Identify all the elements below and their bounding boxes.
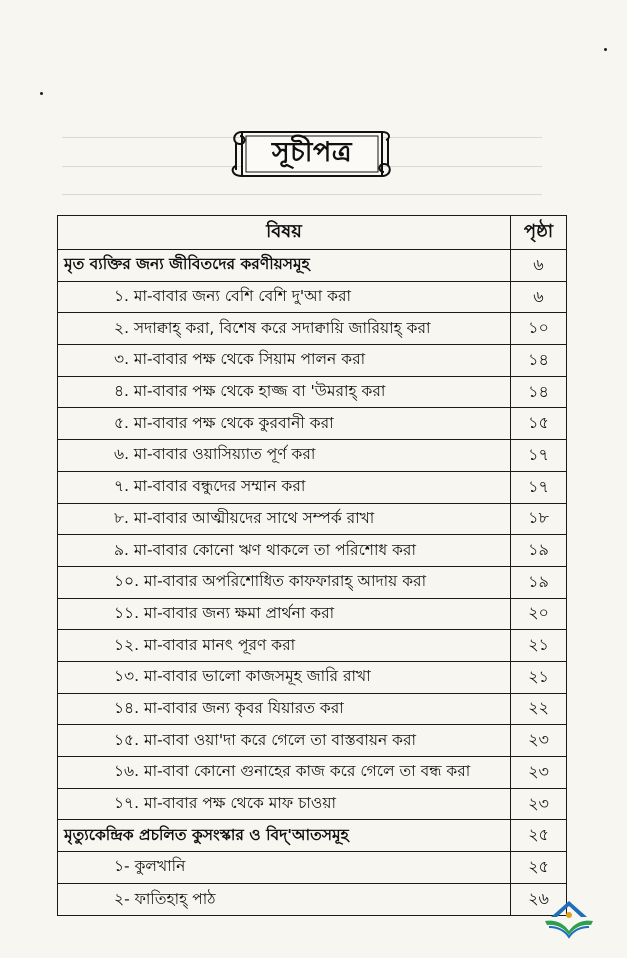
- section-row: [58, 250, 566, 282]
- page-number-cell: ১৯: [528, 540, 549, 560]
- table-row: [58, 535, 566, 567]
- table-row: [58, 852, 566, 884]
- table-row: [58, 694, 566, 726]
- table-row: [58, 440, 566, 472]
- publisher-logo: [541, 897, 597, 939]
- table-row: [58, 599, 566, 631]
- page-number-cell: ১৯: [528, 571, 549, 591]
- section-title: মৃত ব্যক্তির জন্য জীবিতদের করণীয়সমূহ: [58, 250, 511, 281]
- table-row: [58, 408, 566, 440]
- table-row: [58, 757, 566, 789]
- topic-cell: ১৩. মা-বাবার ভালো কাজসমূহ জারি রাখা: [58, 662, 511, 693]
- topic-cell: ১০. মা-বাবার অপরিশোধিত কাফফারাহ্ আদায় করা: [58, 567, 511, 598]
- topic-cell: ২. সদাক্বাহ্ করা, বিশেষ করে সদাক্বায়ি জারিয়াহ্ করা: [58, 313, 511, 344]
- topic-cell: ৩. মা-বাবার পক্ষ থেকে সিয়াম পালন করা: [58, 345, 511, 376]
- table-row: [58, 567, 566, 599]
- show-through-line: [62, 194, 542, 195]
- table-row: [58, 789, 566, 821]
- topic-cell: ৭. মা-বাবার বন্ধুদের সম্মান করা: [58, 472, 511, 503]
- page-number-cell: ২১: [528, 635, 549, 655]
- page-number-cell: ২৫: [528, 856, 549, 876]
- topic-cell: ৪. মা-বাবার পক্ষ থেকে হাজ্জ বা 'উমরাহ্ করা: [58, 377, 511, 408]
- topic-cell: ১২. মা-বাবার মানৎ পূরণ করা: [58, 630, 511, 661]
- table-row: [58, 884, 566, 916]
- table-row: [58, 282, 566, 314]
- page-number-cell: ২৩: [528, 793, 549, 813]
- table-row: [58, 662, 566, 694]
- section-row: [58, 820, 566, 852]
- topic-cell: ১৭. মা-বাবার পক্ষ থেকে মাফ চাওয়া: [58, 789, 511, 820]
- page-number-cell: ২২: [528, 698, 549, 718]
- page-number-cell: ১৪: [528, 349, 549, 369]
- page-number-cell: ২৩: [528, 730, 549, 750]
- speck: [40, 92, 43, 95]
- page-number-cell: ২৬: [528, 889, 549, 909]
- page-number-cell: ৬: [533, 254, 544, 274]
- page-number-cell: ২৫: [528, 825, 549, 845]
- table-row: [58, 472, 566, 504]
- page-number-cell: ২১: [528, 666, 549, 686]
- page-number-cell: ২০: [528, 603, 549, 623]
- table-header-row: [58, 216, 566, 250]
- table-row: [58, 725, 566, 757]
- topic-cell: ৮. মা-বাবার আত্মীয়দের সাথে সম্পর্ক রাখা: [58, 504, 511, 535]
- title-scroll-banner: [228, 124, 392, 184]
- page-number-cell: ১৫: [528, 413, 549, 433]
- topic-cell: ১- কুলখানি: [58, 852, 511, 883]
- section-title: মৃত্যুকেন্দ্রিক প্রচলিত কুসংস্কার ও বিদ্'আতসমূহ: [58, 820, 511, 851]
- topic-cell: ৫. মা-বাবার পক্ষ থেকে কুরবানী করা: [58, 408, 511, 439]
- page-number-cell: ২৩: [528, 761, 549, 781]
- table-row: [58, 377, 566, 409]
- page-number-cell: ১৭: [528, 476, 549, 496]
- topic-cell: ১৬. মা-বাবা কোনো গুনাহের কাজ করে গেলে তা বন্ধ করা: [58, 757, 511, 788]
- table-row: [58, 504, 566, 536]
- table-row: [58, 630, 566, 662]
- page-title: সূচীপত্র: [271, 136, 353, 168]
- page-column-header: পৃষ্ঠা: [523, 221, 554, 242]
- page-number-cell: ১০: [528, 318, 549, 338]
- topic-cell: ৬. মা-বাবার ওয়াসিয়্যাত পূর্ণ করা: [58, 440, 511, 471]
- contents-table: [57, 215, 567, 916]
- topic-column-header: বিষয়: [58, 216, 511, 249]
- table-row: [58, 313, 566, 345]
- topic-cell: ১১. মা-বাবার জন্য ক্ষমা প্রার্থনা করা: [58, 599, 511, 630]
- topic-cell: ৯. মা-বাবার কোনো ঋণ থাকলে তা পরিশোধ করা: [58, 535, 511, 566]
- topic-cell: ১. মা-বাবার জন্য বেশি বেশি দু'আ করা: [58, 282, 511, 313]
- page-number-cell: ৬: [533, 286, 544, 306]
- topic-cell: ১৫. মা-বাবা ওয়া'দা করে গেলে তা বাস্তবায়ন করা: [58, 725, 511, 756]
- page-number-cell: ১৭: [528, 444, 549, 464]
- page-number-cell: ১৪: [528, 381, 549, 401]
- topic-cell: ১৪. মা-বাবার জন্য কৃবর যিয়ারত করা: [58, 694, 511, 725]
- page-number-cell: ১৮: [528, 508, 549, 528]
- speck: [604, 48, 607, 51]
- table-row: [58, 345, 566, 377]
- topic-cell: ২- ফাতিহাহ্ পাঠ: [58, 884, 511, 916]
